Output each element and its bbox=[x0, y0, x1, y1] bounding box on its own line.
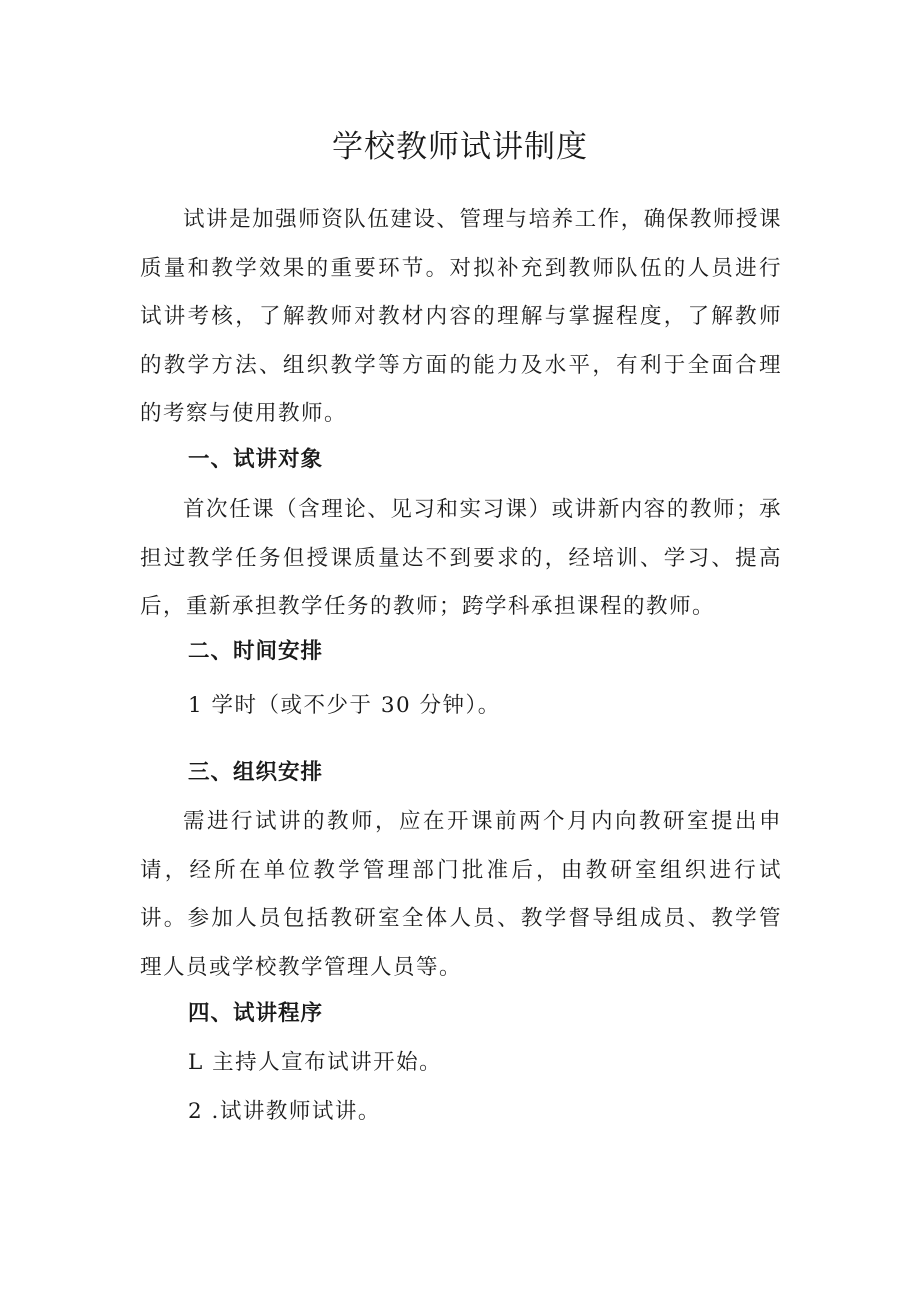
section-body-1: 首次任课（含理论、见习和实习课）或讲新内容的教师；承担过教学任务但授课质量达不到要求的，经培训、学习、提高后，重新承担教学任务的教师；跨学科承担课程的教师。 bbox=[140, 497, 782, 619]
section-heading-3: 三、组织安排 bbox=[188, 760, 324, 785]
document-title: 学校教师试讲制度 bbox=[332, 129, 588, 165]
section-heading-4: 四、试讲程序 bbox=[188, 1001, 324, 1026]
procedure-step-1: L 主持人宣布试讲开始。 bbox=[188, 1050, 443, 1075]
section-heading-1: 一、试讲对象 bbox=[188, 447, 324, 472]
section-body-2: 1 学时（或不少于 30 分钟）。 bbox=[188, 693, 501, 718]
intro-paragraph: 试讲是加强师资队伍建设、管理与培养工作，确保教师授课质量和教学效果的重要环节。对拟补充到教师队伍的人员进行试讲考核，了解教师对教材内容的理解与掌握程度，了解教师的教学方法、组织教学等方面的能力及水平，有利于全面合理的考察与使用教师。 bbox=[140, 207, 782, 426]
procedure-step-2: 2 .试讲教师试讲。 bbox=[188, 1099, 381, 1124]
section-heading-2: 二、时间安排 bbox=[188, 639, 324, 664]
section-body-3: 需进行试讲的教师，应在开课前两个月内向教研室提出申请，经所在单位教学管理部门批准后，由教研室组织进行试讲。参加人员包括教研室全体人员、教学督导组成员、教学管理人员或学校教学管理人员等。 bbox=[140, 809, 782, 980]
